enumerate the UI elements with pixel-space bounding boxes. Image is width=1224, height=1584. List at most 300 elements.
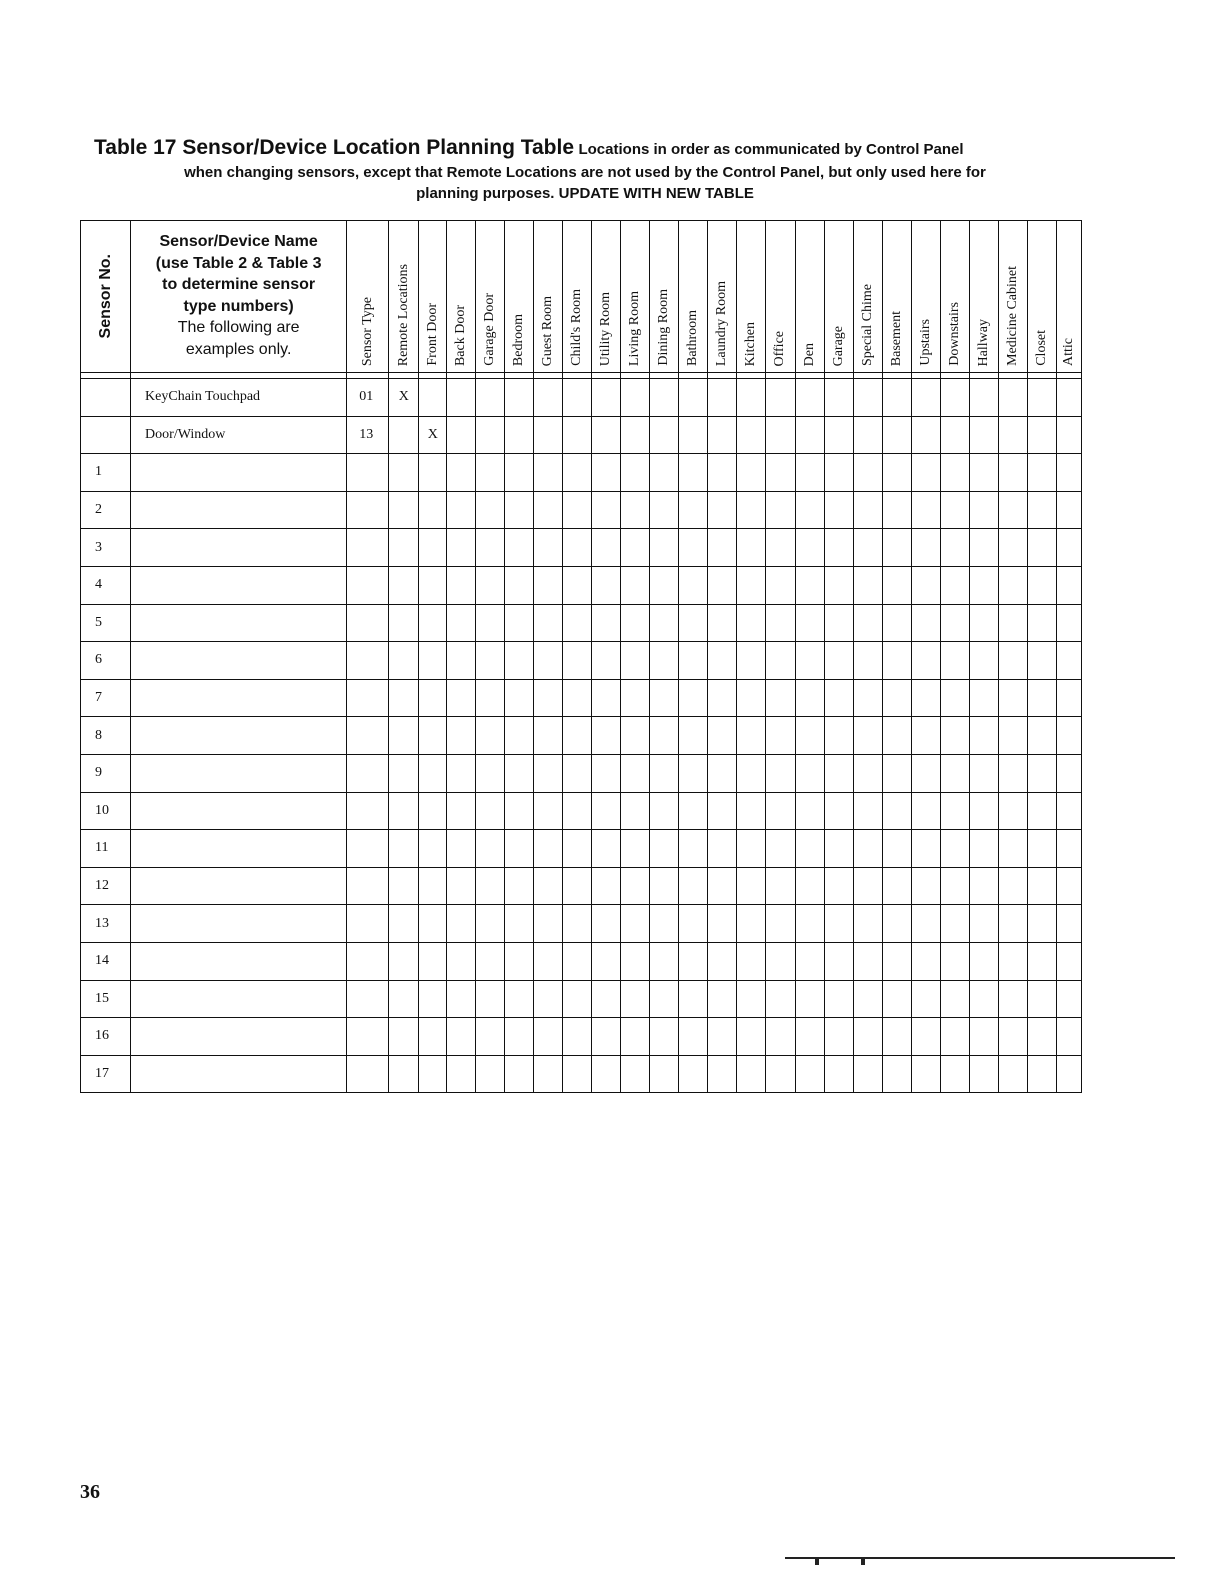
- location-cell[interactable]: [534, 379, 563, 417]
- location-cell[interactable]: [419, 642, 447, 680]
- location-cell[interactable]: [998, 980, 1027, 1018]
- sensor-name-cell[interactable]: [131, 980, 347, 1018]
- location-cell[interactable]: [882, 830, 911, 868]
- location-cell[interactable]: [795, 1018, 824, 1056]
- location-cell[interactable]: [621, 942, 650, 980]
- location-cell[interactable]: [447, 491, 476, 529]
- location-cell[interactable]: [650, 867, 679, 905]
- location-cell[interactable]: [911, 679, 940, 717]
- location-cell[interactable]: [911, 717, 940, 755]
- location-cell[interactable]: [969, 604, 998, 642]
- location-cell[interactable]: [795, 942, 824, 980]
- location-cell[interactable]: [505, 830, 534, 868]
- location-cell[interactable]: [737, 379, 766, 417]
- location-cell[interactable]: [505, 1018, 534, 1056]
- location-cell[interactable]: [621, 754, 650, 792]
- location-cell[interactable]: [940, 754, 969, 792]
- location-cell[interactable]: [795, 529, 824, 567]
- location-cell[interactable]: [998, 830, 1027, 868]
- sensor-type-cell[interactable]: 01: [347, 379, 389, 417]
- location-cell[interactable]: [476, 1055, 505, 1093]
- location-cell[interactable]: [534, 980, 563, 1018]
- location-cell[interactable]: [1027, 942, 1056, 980]
- location-cell[interactable]: [998, 792, 1027, 830]
- location-cell[interactable]: [650, 942, 679, 980]
- location-cell[interactable]: [534, 717, 563, 755]
- front-door-cell[interactable]: X: [419, 416, 447, 454]
- location-cell[interactable]: [882, 942, 911, 980]
- location-cell[interactable]: [824, 604, 853, 642]
- location-cell[interactable]: [447, 792, 476, 830]
- remote-location-cell[interactable]: [389, 717, 419, 755]
- location-cell[interactable]: [737, 717, 766, 755]
- location-cell[interactable]: [650, 529, 679, 567]
- location-cell[interactable]: [882, 566, 911, 604]
- sensor-name-cell[interactable]: [131, 679, 347, 717]
- location-cell[interactable]: [940, 942, 969, 980]
- location-cell[interactable]: [940, 566, 969, 604]
- location-cell[interactable]: [853, 379, 882, 417]
- location-cell[interactable]: [650, 642, 679, 680]
- location-cell[interactable]: [679, 642, 708, 680]
- remote-location-cell[interactable]: X: [389, 379, 419, 417]
- location-cell[interactable]: [853, 980, 882, 1018]
- location-cell[interactable]: [563, 830, 592, 868]
- location-cell[interactable]: [853, 905, 882, 943]
- location-cell[interactable]: [419, 529, 447, 567]
- sensor-type-cell[interactable]: [347, 942, 389, 980]
- location-cell[interactable]: [476, 679, 505, 717]
- location-cell[interactable]: [621, 454, 650, 492]
- location-cell[interactable]: [534, 905, 563, 943]
- location-cell[interactable]: [824, 754, 853, 792]
- location-cell[interactable]: [679, 980, 708, 1018]
- location-cell[interactable]: [882, 1055, 911, 1093]
- location-cell[interactable]: [650, 679, 679, 717]
- location-cell[interactable]: [447, 679, 476, 717]
- sensor-name-cell[interactable]: [131, 1055, 347, 1093]
- location-cell[interactable]: [505, 792, 534, 830]
- remote-location-cell[interactable]: [389, 604, 419, 642]
- location-cell[interactable]: [592, 942, 621, 980]
- location-cell[interactable]: [795, 454, 824, 492]
- location-cell[interactable]: [911, 566, 940, 604]
- location-cell[interactable]: [621, 980, 650, 1018]
- location-cell[interactable]: [1056, 604, 1081, 642]
- location-cell[interactable]: [592, 454, 621, 492]
- sensor-type-cell[interactable]: [347, 867, 389, 905]
- sensor-no-cell[interactable]: 4: [81, 566, 131, 604]
- location-cell[interactable]: [650, 1055, 679, 1093]
- location-cell[interactable]: [882, 679, 911, 717]
- sensor-type-cell[interactable]: [347, 905, 389, 943]
- front-door-cell[interactable]: [419, 379, 447, 417]
- location-cell[interactable]: [969, 830, 998, 868]
- location-cell[interactable]: [795, 416, 824, 454]
- location-cell[interactable]: [998, 454, 1027, 492]
- location-cell[interactable]: [824, 529, 853, 567]
- location-cell[interactable]: [1027, 416, 1056, 454]
- location-cell[interactable]: [621, 491, 650, 529]
- location-cell[interactable]: [795, 679, 824, 717]
- sensor-no-cell[interactable]: 3: [81, 529, 131, 567]
- location-cell[interactable]: [505, 529, 534, 567]
- sensor-name-cell[interactable]: [131, 491, 347, 529]
- location-cell[interactable]: [853, 604, 882, 642]
- location-cell[interactable]: [1056, 529, 1081, 567]
- location-cell[interactable]: [1056, 792, 1081, 830]
- location-cell[interactable]: [505, 642, 534, 680]
- location-cell[interactable]: [882, 604, 911, 642]
- location-cell[interactable]: [534, 792, 563, 830]
- location-cell[interactable]: [998, 867, 1027, 905]
- sensor-no-cell[interactable]: 13: [81, 905, 131, 943]
- location-cell[interactable]: [592, 717, 621, 755]
- location-cell[interactable]: [766, 942, 795, 980]
- location-cell[interactable]: [476, 416, 505, 454]
- sensor-no-cell[interactable]: 10: [81, 792, 131, 830]
- sensor-name-cell[interactable]: [131, 717, 347, 755]
- location-cell[interactable]: [737, 942, 766, 980]
- location-cell[interactable]: [621, 416, 650, 454]
- location-cell[interactable]: [447, 379, 476, 417]
- location-cell[interactable]: [940, 792, 969, 830]
- location-cell[interactable]: [795, 717, 824, 755]
- sensor-type-cell[interactable]: [347, 604, 389, 642]
- location-cell[interactable]: [911, 867, 940, 905]
- location-cell[interactable]: [911, 1018, 940, 1056]
- location-cell[interactable]: [969, 679, 998, 717]
- location-cell[interactable]: [534, 529, 563, 567]
- location-cell[interactable]: [969, 905, 998, 943]
- location-cell[interactable]: [563, 754, 592, 792]
- sensor-name-cell[interactable]: [131, 754, 347, 792]
- location-cell[interactable]: [679, 529, 708, 567]
- location-cell[interactable]: [911, 529, 940, 567]
- location-cell[interactable]: [766, 1018, 795, 1056]
- location-cell[interactable]: [447, 754, 476, 792]
- location-cell[interactable]: [940, 379, 969, 417]
- remote-location-cell[interactable]: [389, 454, 419, 492]
- location-cell[interactable]: [1056, 942, 1081, 980]
- sensor-type-cell[interactable]: [347, 980, 389, 1018]
- location-cell[interactable]: [911, 604, 940, 642]
- location-cell[interactable]: [795, 491, 824, 529]
- location-cell[interactable]: [853, 642, 882, 680]
- location-cell[interactable]: [911, 1055, 940, 1093]
- location-cell[interactable]: [592, 830, 621, 868]
- location-cell[interactable]: [592, 754, 621, 792]
- sensor-no-cell[interactable]: [81, 416, 131, 454]
- location-cell[interactable]: [650, 416, 679, 454]
- location-cell[interactable]: [1056, 717, 1081, 755]
- location-cell[interactable]: [766, 416, 795, 454]
- location-cell[interactable]: [766, 529, 795, 567]
- location-cell[interactable]: [534, 1018, 563, 1056]
- location-cell[interactable]: [853, 566, 882, 604]
- location-cell[interactable]: [679, 830, 708, 868]
- location-cell[interactable]: [911, 754, 940, 792]
- sensor-name-cell[interactable]: [131, 529, 347, 567]
- sensor-no-cell[interactable]: 6: [81, 642, 131, 680]
- location-cell[interactable]: [824, 1018, 853, 1056]
- location-cell[interactable]: [737, 1055, 766, 1093]
- sensor-no-cell[interactable]: 17: [81, 1055, 131, 1093]
- location-cell[interactable]: [505, 867, 534, 905]
- location-cell[interactable]: [998, 566, 1027, 604]
- location-cell[interactable]: [882, 1018, 911, 1056]
- location-cell[interactable]: [940, 454, 969, 492]
- remote-location-cell[interactable]: [389, 491, 419, 529]
- location-cell[interactable]: [998, 604, 1027, 642]
- location-cell[interactable]: [1056, 867, 1081, 905]
- location-cell[interactable]: [737, 754, 766, 792]
- location-cell[interactable]: [766, 980, 795, 1018]
- location-cell[interactable]: [1056, 1018, 1081, 1056]
- location-cell[interactable]: [563, 980, 592, 1018]
- location-cell[interactable]: [1056, 454, 1081, 492]
- location-cell[interactable]: [708, 754, 737, 792]
- location-cell[interactable]: [592, 867, 621, 905]
- location-cell[interactable]: [505, 491, 534, 529]
- location-cell[interactable]: [853, 867, 882, 905]
- sensor-name-cell[interactable]: [131, 867, 347, 905]
- location-cell[interactable]: [766, 454, 795, 492]
- location-cell[interactable]: [1056, 1055, 1081, 1093]
- location-cell[interactable]: [505, 717, 534, 755]
- location-cell[interactable]: [650, 905, 679, 943]
- location-cell[interactable]: [534, 830, 563, 868]
- sensor-no-cell[interactable]: 11: [81, 830, 131, 868]
- sensor-type-cell[interactable]: [347, 566, 389, 604]
- location-cell[interactable]: [679, 754, 708, 792]
- location-cell[interactable]: [708, 867, 737, 905]
- location-cell[interactable]: [1027, 679, 1056, 717]
- sensor-no-cell[interactable]: 5: [81, 604, 131, 642]
- location-cell[interactable]: [737, 830, 766, 868]
- location-cell[interactable]: [882, 905, 911, 943]
- location-cell[interactable]: [766, 604, 795, 642]
- sensor-no-cell[interactable]: 14: [81, 942, 131, 980]
- remote-location-cell[interactable]: [389, 867, 419, 905]
- remote-location-cell[interactable]: [389, 566, 419, 604]
- location-cell[interactable]: [447, 604, 476, 642]
- location-cell[interactable]: [505, 679, 534, 717]
- location-cell[interactable]: [969, 1055, 998, 1093]
- location-cell[interactable]: [708, 529, 737, 567]
- location-cell[interactable]: [1056, 491, 1081, 529]
- sensor-name-cell[interactable]: [131, 1018, 347, 1056]
- location-cell[interactable]: [708, 491, 737, 529]
- location-cell[interactable]: [766, 717, 795, 755]
- sensor-name-cell[interactable]: Door/Window: [131, 416, 347, 454]
- location-cell[interactable]: [679, 905, 708, 943]
- location-cell[interactable]: [592, 529, 621, 567]
- location-cell[interactable]: [969, 942, 998, 980]
- sensor-type-cell[interactable]: [347, 491, 389, 529]
- location-cell[interactable]: [708, 830, 737, 868]
- location-cell[interactable]: [824, 867, 853, 905]
- location-cell[interactable]: [737, 454, 766, 492]
- location-cell[interactable]: [650, 566, 679, 604]
- location-cell[interactable]: [679, 1018, 708, 1056]
- location-cell[interactable]: [534, 604, 563, 642]
- location-cell[interactable]: [882, 416, 911, 454]
- location-cell[interactable]: [969, 717, 998, 755]
- sensor-name-cell[interactable]: [131, 942, 347, 980]
- location-cell[interactable]: [766, 1055, 795, 1093]
- location-cell[interactable]: [563, 942, 592, 980]
- location-cell[interactable]: [621, 679, 650, 717]
- location-cell[interactable]: [882, 529, 911, 567]
- location-cell[interactable]: [563, 642, 592, 680]
- location-cell[interactable]: [1027, 867, 1056, 905]
- location-cell[interactable]: [476, 379, 505, 417]
- location-cell[interactable]: [766, 792, 795, 830]
- location-cell[interactable]: [737, 980, 766, 1018]
- location-cell[interactable]: [563, 454, 592, 492]
- location-cell[interactable]: [708, 717, 737, 755]
- sensor-no-cell[interactable]: 7: [81, 679, 131, 717]
- location-cell[interactable]: [708, 679, 737, 717]
- location-cell[interactable]: [505, 942, 534, 980]
- location-cell[interactable]: [534, 416, 563, 454]
- location-cell[interactable]: [1056, 642, 1081, 680]
- location-cell[interactable]: [969, 529, 998, 567]
- remote-location-cell[interactable]: [389, 1055, 419, 1093]
- location-cell[interactable]: [592, 980, 621, 1018]
- location-cell[interactable]: [1027, 379, 1056, 417]
- location-cell[interactable]: [708, 379, 737, 417]
- location-cell[interactable]: [737, 905, 766, 943]
- location-cell[interactable]: [1027, 604, 1056, 642]
- location-cell[interactable]: [940, 905, 969, 943]
- location-cell[interactable]: [447, 566, 476, 604]
- location-cell[interactable]: [419, 1055, 447, 1093]
- sensor-type-cell[interactable]: 13: [347, 416, 389, 454]
- location-cell[interactable]: [824, 642, 853, 680]
- location-cell[interactable]: [650, 454, 679, 492]
- remote-location-cell[interactable]: [389, 830, 419, 868]
- location-cell[interactable]: [679, 566, 708, 604]
- location-cell[interactable]: [1027, 905, 1056, 943]
- sensor-name-cell[interactable]: [131, 905, 347, 943]
- location-cell[interactable]: [737, 566, 766, 604]
- location-cell[interactable]: [1027, 529, 1056, 567]
- location-cell[interactable]: [1056, 566, 1081, 604]
- location-cell[interactable]: [824, 491, 853, 529]
- location-cell[interactable]: [447, 980, 476, 1018]
- location-cell[interactable]: [998, 754, 1027, 792]
- location-cell[interactable]: [476, 491, 505, 529]
- location-cell[interactable]: [1027, 1018, 1056, 1056]
- location-cell[interactable]: [621, 1055, 650, 1093]
- sensor-type-cell[interactable]: [347, 679, 389, 717]
- remote-location-cell[interactable]: [389, 942, 419, 980]
- location-cell[interactable]: [563, 1018, 592, 1056]
- location-cell[interactable]: [679, 792, 708, 830]
- location-cell[interactable]: [447, 942, 476, 980]
- sensor-type-cell[interactable]: [347, 792, 389, 830]
- location-cell[interactable]: [853, 416, 882, 454]
- location-cell[interactable]: [621, 604, 650, 642]
- location-cell[interactable]: [419, 1018, 447, 1056]
- location-cell[interactable]: [592, 566, 621, 604]
- location-cell[interactable]: [853, 1018, 882, 1056]
- location-cell[interactable]: [766, 905, 795, 943]
- location-cell[interactable]: [650, 1018, 679, 1056]
- remote-location-cell[interactable]: [389, 642, 419, 680]
- location-cell[interactable]: [476, 754, 505, 792]
- location-cell[interactable]: [1027, 491, 1056, 529]
- location-cell[interactable]: [824, 454, 853, 492]
- location-cell[interactable]: [824, 416, 853, 454]
- location-cell[interactable]: [969, 980, 998, 1018]
- location-cell[interactable]: [795, 566, 824, 604]
- location-cell[interactable]: [447, 717, 476, 755]
- location-cell[interactable]: [882, 792, 911, 830]
- location-cell[interactable]: [911, 830, 940, 868]
- sensor-type-cell[interactable]: [347, 754, 389, 792]
- location-cell[interactable]: [940, 679, 969, 717]
- location-cell[interactable]: [882, 642, 911, 680]
- location-cell[interactable]: [621, 792, 650, 830]
- location-cell[interactable]: [737, 1018, 766, 1056]
- location-cell[interactable]: [737, 416, 766, 454]
- location-cell[interactable]: [1027, 980, 1056, 1018]
- location-cell[interactable]: [969, 867, 998, 905]
- location-cell[interactable]: [911, 454, 940, 492]
- location-cell[interactable]: [824, 566, 853, 604]
- sensor-name-cell[interactable]: KeyChain Touchpad: [131, 379, 347, 417]
- location-cell[interactable]: [1027, 754, 1056, 792]
- location-cell[interactable]: [853, 679, 882, 717]
- location-cell[interactable]: [534, 1055, 563, 1093]
- location-cell[interactable]: [795, 604, 824, 642]
- location-cell[interactable]: [505, 980, 534, 1018]
- location-cell[interactable]: [1056, 379, 1081, 417]
- location-cell[interactable]: [592, 679, 621, 717]
- location-cell[interactable]: [650, 754, 679, 792]
- location-cell[interactable]: [940, 416, 969, 454]
- location-cell[interactable]: [476, 1018, 505, 1056]
- location-cell[interactable]: [563, 792, 592, 830]
- location-cell[interactable]: [679, 867, 708, 905]
- location-cell[interactable]: [505, 754, 534, 792]
- location-cell[interactable]: [592, 642, 621, 680]
- location-cell[interactable]: [998, 529, 1027, 567]
- location-cell[interactable]: [1056, 980, 1081, 1018]
- location-cell[interactable]: [737, 867, 766, 905]
- location-cell[interactable]: [708, 604, 737, 642]
- location-cell[interactable]: [998, 717, 1027, 755]
- location-cell[interactable]: [563, 867, 592, 905]
- location-cell[interactable]: [476, 867, 505, 905]
- location-cell[interactable]: [679, 491, 708, 529]
- location-cell[interactable]: [592, 1055, 621, 1093]
- location-cell[interactable]: [563, 905, 592, 943]
- location-cell[interactable]: [911, 491, 940, 529]
- location-cell[interactable]: [1027, 830, 1056, 868]
- location-cell[interactable]: [795, 754, 824, 792]
- location-cell[interactable]: [940, 1018, 969, 1056]
- location-cell[interactable]: [419, 980, 447, 1018]
- location-cell[interactable]: [708, 1055, 737, 1093]
- location-cell[interactable]: [795, 379, 824, 417]
- sensor-no-cell[interactable]: 12: [81, 867, 131, 905]
- location-cell[interactable]: [795, 792, 824, 830]
- location-cell[interactable]: [419, 905, 447, 943]
